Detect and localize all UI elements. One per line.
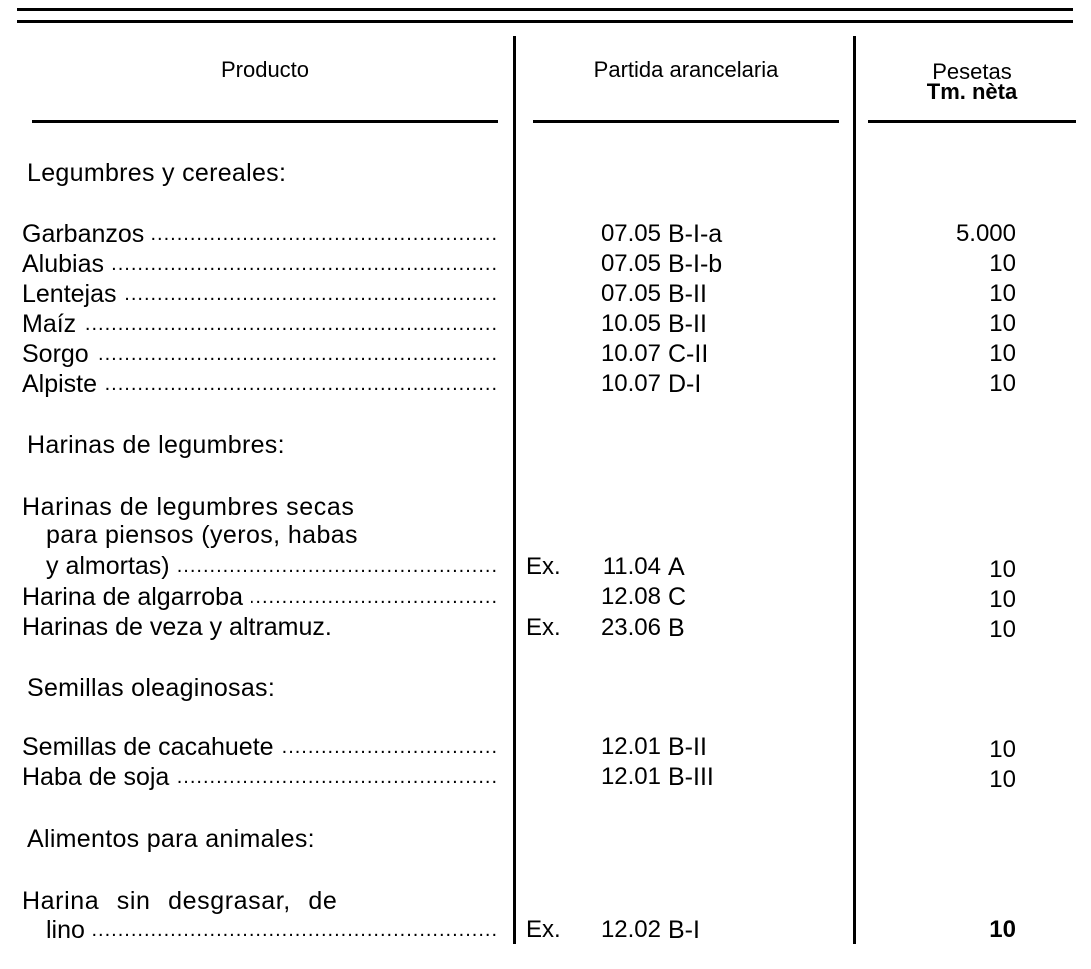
product-name: Harina de algarroba ..... (22, 582, 498, 612)
product-name-line: Harina sin desgrasar, de (22, 887, 338, 915)
tariff-subheading: B-I (668, 916, 700, 944)
product-name: lino ..... (46, 915, 498, 945)
tariff-code: 12.01 (600, 733, 661, 760)
price-value: 10 (989, 616, 1016, 643)
product-name: Garbanzos ..... (22, 219, 498, 249)
price-value: 5.000 (955, 220, 1016, 247)
section-title: Semillas oleaginosas: (27, 674, 276, 702)
product-name-line: Harinas de legumbres secas (22, 493, 355, 521)
section-title: Harinas de legumbres: (27, 431, 285, 459)
tariff-subheading: A (668, 553, 685, 581)
tariff-subheading: C (668, 583, 687, 611)
header-underline-product (32, 120, 498, 123)
product-name-line: para piensos (yeros, habas (46, 521, 358, 549)
price-value: 10 (989, 370, 1016, 397)
tariff-subheading: B-I-b (668, 250, 723, 278)
header-price-line1: Pesetas (932, 59, 1012, 84)
tariff-subheading: B-II (668, 310, 707, 338)
tariff-subheading: B-II (668, 280, 707, 308)
product-name: Lentejas ..... (22, 279, 498, 309)
tariff-code: 07.05 (600, 250, 661, 277)
section-title: Alimentos para animales: (27, 825, 315, 853)
product-name: Alubias ..... (22, 249, 498, 279)
header-price-line2: Tm. nèta (926, 79, 1018, 104)
tariff-code: 12.08 (600, 583, 661, 610)
header-underline-tariff (533, 120, 839, 123)
product-name: y almortas) ..... (46, 551, 498, 581)
top-rule (17, 8, 1073, 11)
column-divider-2 (853, 36, 856, 944)
price-value: 10 (989, 766, 1016, 793)
tariff-code: 07.05 (600, 280, 661, 307)
tariff-subheading: D-I (668, 370, 702, 398)
price-value: 10 (989, 736, 1016, 763)
column-divider-1 (513, 36, 516, 944)
tariff-code: 11.04 (602, 553, 661, 580)
tariff-subheading: C-II (668, 340, 709, 368)
tariff-code: 12.02 (600, 916, 661, 943)
tariff-code: 10.05 (600, 310, 661, 337)
header-tariff: Partida arancelaria (593, 57, 779, 82)
product-name: Harinas de veza y altramuz. (22, 613, 332, 641)
top-rule-second (17, 20, 1073, 23)
price-value: 10 (989, 586, 1016, 613)
ex-marker: Ex. (526, 553, 561, 580)
product-name: Alpiste ..... (22, 369, 498, 399)
price-value: 10 (989, 310, 1016, 337)
tariff-subheading: B-I-a (668, 220, 723, 248)
tariff-code: 10.07 (600, 370, 661, 397)
tariff-subheading: B-III (668, 763, 714, 791)
ex-marker: Ex. (526, 916, 561, 943)
product-name: Sorgo ..... (22, 339, 498, 369)
price-value: 10 (989, 556, 1016, 583)
price-value: 10 (989, 340, 1016, 367)
price-value: 10 (989, 280, 1016, 307)
header-underline-price (868, 120, 1076, 123)
tariff-code: 07.05 (600, 220, 661, 247)
product-name: Maíz ..... (22, 309, 498, 339)
price-value: 10 (989, 916, 1016, 943)
tariff-subheading: B-II (668, 733, 707, 761)
product-name: Semillas de cacahuete ..... (22, 732, 498, 762)
tariff-subheading: B (668, 614, 685, 642)
product-name: Haba de soja ..... (22, 762, 498, 792)
tariff-code: 12.01 (600, 763, 661, 790)
header-product: Producto (220, 57, 310, 82)
price-value: 10 (989, 250, 1016, 277)
section-title: Legumbres y cereales: (27, 159, 287, 187)
tariff-code: 23.06 (600, 614, 661, 641)
tariff-code: 10.07 (600, 340, 661, 367)
ex-marker: Ex. (526, 614, 561, 641)
